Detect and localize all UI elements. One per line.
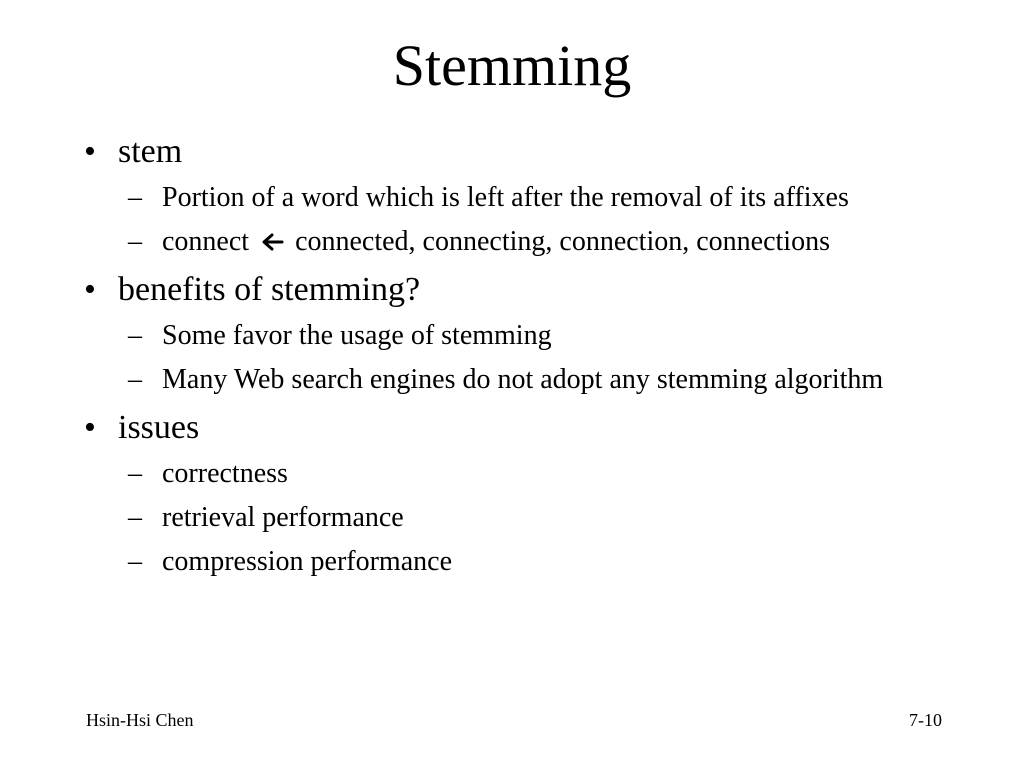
sub-bullet-benefits-1 bbox=[80, 318, 920, 354]
sub-bullet-text: correctness bbox=[162, 458, 288, 489]
sub-bullet-stem-definition bbox=[80, 180, 920, 216]
bullet-issues bbox=[80, 408, 920, 448]
dash-marker: – bbox=[128, 546, 142, 577]
sub-bullet-text: Some favor the usage of stemming bbox=[162, 320, 552, 351]
slide-title: Stemming bbox=[392, 33, 632, 98]
bullet-benefits bbox=[80, 270, 920, 310]
left-arrow-icon bbox=[260, 224, 284, 260]
sub-bullet-issues-2 bbox=[80, 500, 920, 536]
sub-bullet-text: retrieval performance bbox=[162, 502, 404, 533]
bullet-marker: • bbox=[84, 133, 96, 170]
dash-marker: – bbox=[128, 364, 142, 395]
footer-author: Hsin-Hsi Chen bbox=[86, 710, 194, 730]
bullet-label: issues bbox=[118, 409, 200, 446]
sub-bullet-text: compression performance bbox=[162, 546, 452, 577]
sub-bullet-issues-1 bbox=[80, 456, 920, 492]
example-base-word: connect bbox=[162, 226, 250, 257]
sub-bullet-issues-3 bbox=[80, 544, 920, 580]
sub-bullet-benefits-2 bbox=[80, 362, 920, 398]
sub-bullet-text: Many Web search engines do not adopt any stemming algorithm bbox=[162, 364, 884, 395]
bullet-list bbox=[80, 132, 920, 580]
sub-bullet-text: Portion of a word which is left after the removal of its affixes bbox=[162, 182, 849, 213]
dash-marker: – bbox=[128, 502, 142, 533]
dash-marker: – bbox=[128, 182, 142, 213]
example-derived-words: connected, connecting, connection, connections bbox=[295, 226, 830, 257]
bullet-label: stem bbox=[118, 133, 183, 170]
bullet-marker: • bbox=[84, 271, 96, 308]
dash-marker: – bbox=[128, 226, 142, 257]
sub-bullet-stem-example bbox=[80, 224, 920, 260]
bullet-label: benefits of stemming? bbox=[118, 271, 421, 308]
bullet-marker: • bbox=[84, 409, 96, 446]
dash-marker: – bbox=[128, 320, 142, 351]
bullet-stem bbox=[80, 132, 920, 172]
footer-page-number: 7-10 bbox=[909, 710, 942, 730]
dash-marker: – bbox=[128, 458, 142, 489]
